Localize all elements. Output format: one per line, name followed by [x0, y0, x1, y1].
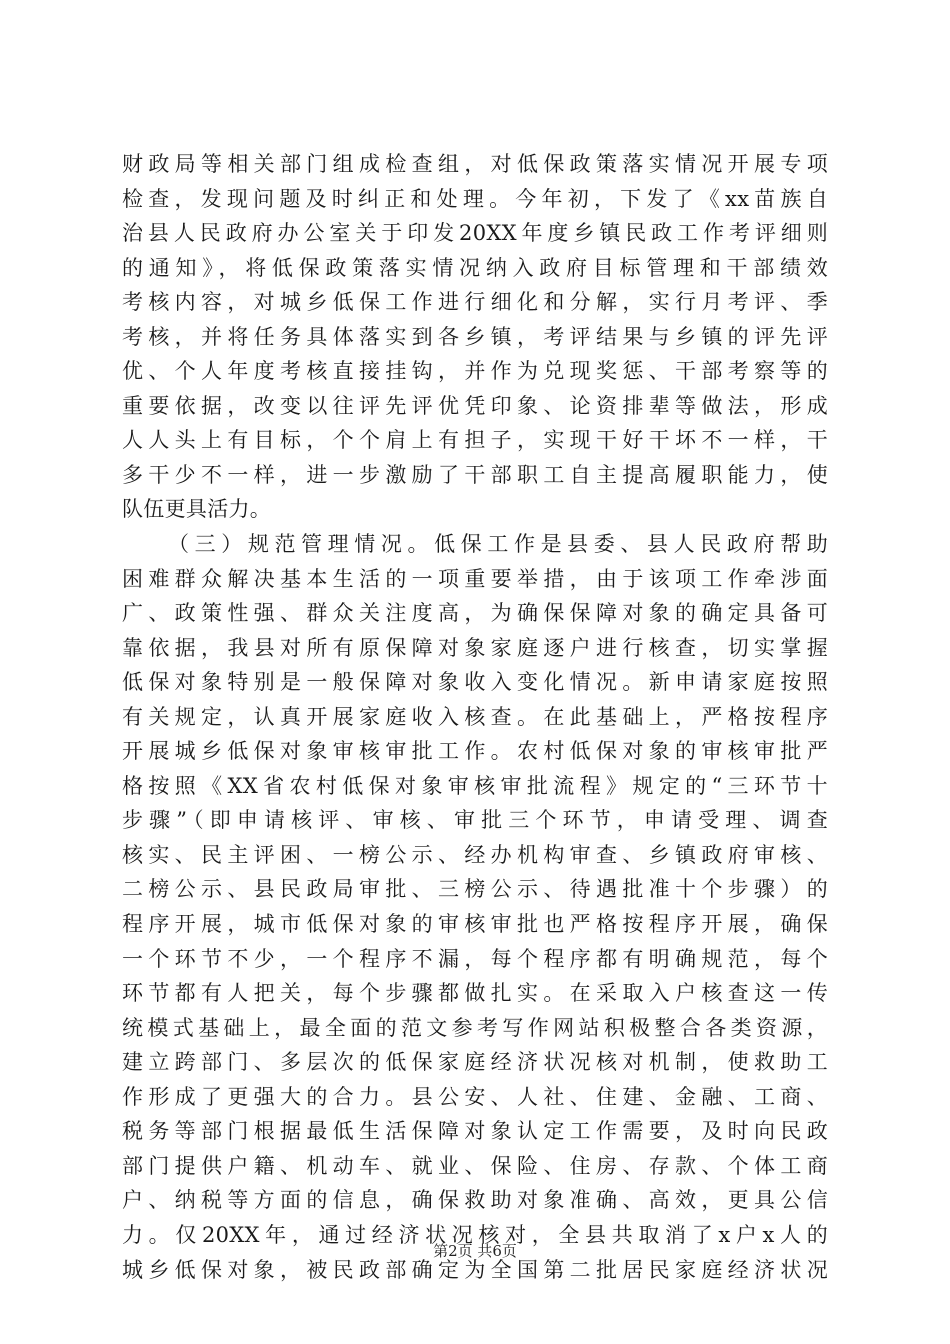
text-line: 作形成了更强大的合力。县公安、人社、住建、金融、工商、 [122, 1084, 828, 1109]
text-line: 的通知》，将低保政策落实情况纳入政府目标管理和干部绩效 [122, 255, 828, 280]
text-line: 建立跨部门、多层次的低保家庭经济状况核对机制，使救助工 [122, 1050, 828, 1075]
text-line: 有关规定，认真开展家庭收入核查。在此基础上，严格按程序 [122, 704, 828, 729]
text-line: 考核内容，对城乡低保工作进行细化和分解，实行月考评、季 [122, 290, 828, 315]
text-line: 步骤”（即申请核评、审核、审批三个环节，申请受理、调查 [122, 808, 828, 833]
text-line: 二榜公示、县民政局审批、三榜公示、待遇批准十个步骤）的 [122, 877, 828, 902]
text-line: 广、政策性强、群众关注度高，为确保保障对象的确定具备可 [122, 601, 828, 626]
text-line: 力。仅20XX年，通过经济状况核对，全县共取消了x户x人的 [122, 1222, 828, 1247]
text-line: 治县人民政府办公室关于印发20XX年度乡镇民政工作考评细则 [122, 221, 828, 246]
text-line: 财政局等相关部门组成检查组，对低保政策落实情况开展专项 [122, 152, 828, 176]
text-line: 统模式基础上，最全面的范文参考写作网站积极整合各类资源， [122, 1015, 828, 1040]
text-line: 检查，发现问题及时纠正和处理。今年初，下发了《xx苗族自 [122, 186, 828, 211]
text-line: 优、个人年度考核直接挂钩，并作为兑现奖惩、干部考察等的 [122, 359, 828, 384]
text-line: 格按照《XX省农村低保对象审核审批流程》规定的“三环节十 [122, 773, 828, 798]
text-line: 人人头上有目标，个个肩上有担子，实现干好干坏不一样，干 [122, 428, 828, 453]
text-line: 考核，并将任务具体落实到各乡镇，考评结果与乡镇的评先评 [122, 324, 828, 349]
text-line: 一个环节不少，一个程序不漏，每个程序都有明确规范，每个 [122, 946, 828, 971]
section-heading-line: （三）规范管理情况。低保工作是县委、县人民政府帮助 [168, 532, 828, 557]
text-line: 多干少不一样，进一步激励了干部职工自主提高履职能力，使 [122, 462, 828, 487]
text-line: 靠依据，我县对所有原保障对象家庭逐户进行核查，切实掌握 [122, 635, 828, 660]
text-line: 核实、民主评困、一榜公示、经办机构审查、乡镇政府审核、 [122, 842, 828, 867]
text-line: 税务等部门根据最低生活保障对象认定工作需要，及时向民政 [122, 1119, 828, 1144]
text-line: 开展城乡低保对象审核审批工作。农村低保对象的审核审批严 [122, 739, 828, 764]
text-line: 部门提供户籍、机动车、就业、保险、住房、存款、个体工商 [122, 1153, 828, 1178]
text-line: 队伍更具活力。 [122, 497, 272, 522]
body-text [122, 147, 828, 1287]
text-line: 户、纳税等方面的信息，确保救助对象准确、高效，更具公信 [122, 1188, 828, 1213]
text-line: 程序开展，城市低保对象的审核审批也严格按程序开展，确保 [122, 912, 828, 937]
text-line: 重要依据，改变以往评先评优凭印象、论资排辈等做法，形成 [122, 393, 828, 418]
text-line: 低保对象特别是一般保障对象收入变化情况。新申请家庭按照 [122, 670, 828, 695]
text-line: 城乡低保对象，被民政部确定为全国第二批居民家庭经济状况 [122, 1257, 828, 1282]
page-footer: 第2页 共6页 [433, 1242, 517, 1260]
text-line: 困难群众解决基本生活的一项重要举措，由于该项工作牵涉面 [122, 566, 828, 591]
text-line: 环节都有人把关，每个步骤都做扎实。在采取入户核查这一传 [122, 981, 828, 1006]
